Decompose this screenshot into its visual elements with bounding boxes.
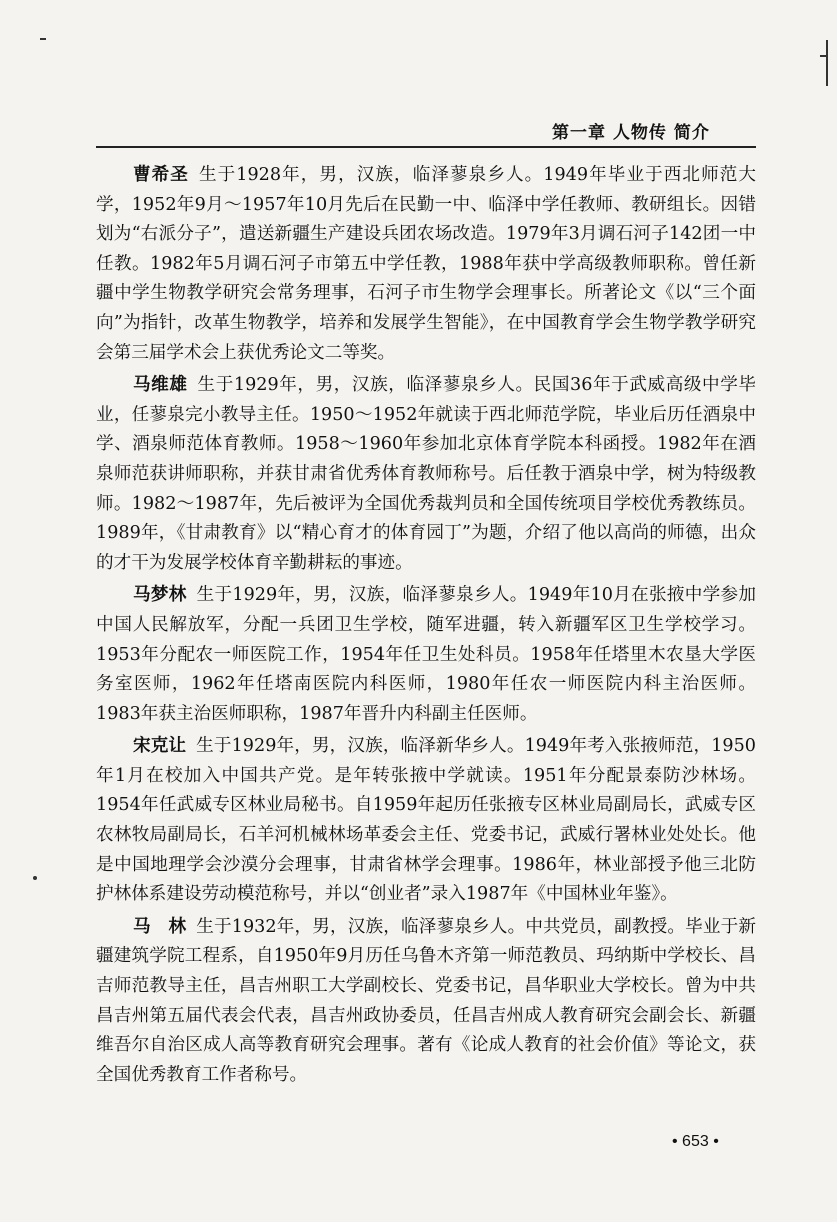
person-name: 马 林 (133, 915, 187, 937)
person-name: 马梦林 (133, 584, 187, 606)
page-number: • 653 • (672, 1133, 719, 1150)
biography-body: 生于1929年，男，汉族，临泽蓼泉乡人。1949年10月在张掖中学参加中国人民解放军，分配一兵团卫生学校，随军进疆，转入新疆军区卫生学校学习。1953年分配农一师医院工作，1954年任卫生处科员。1958年任塔里木农垦大学医务室医师，1962年任塔南医院内科医师，1980年任农一师医院内科主治医师。1983年获主治医师职称，1987年晋升内科副主任医师。 (96, 585, 756, 724)
biography-body: 生于1929年，男，汉族，临泽蓼泉乡人。民国36年于武威高级中学毕业，任蓼泉完小教导主任。1950～1952年就读于西北师范学院，毕业后历任酒泉中学、酒泉师范体育教师。1958～1960年参加北京体育学院本科函授。1982年在酒泉师范获讲师职称，并获甘肃省优秀体育教师称号。后任教于酒泉中学，树为特级教师。1982～1987年，先后被评为全国优秀裁判员和全国传统项目学校优秀教练员。1989年，《甘肃教育》以“精心育才的体育园丁”为题，介绍了他以高尚的师德，出众的才干为发展学校体育辛勤耕耘的事迹。 (96, 375, 756, 573)
header-rule (96, 146, 756, 148)
scan-mark (40, 38, 46, 40)
biography-entry (96, 731, 756, 910)
biography-body: 生于1929年，男，汉族，临泽新华乡人。1949年考入张掖师范，1950年1月在校加入中国共产党。是年转张掖中学就读。1951年分配景泰防沙林场。1954年任武威专区林业局秘书。自1959年起历任张掖专区林业局副局长，武威专区农林牧局副局长，石羊河机械林场革委会主任、党委书记，武威行署林业处处长。他是中国地理学会沙漠分会理事，甘肃省林学会理事。1986年，林业部授予他三北防护林体系建设劳动模范称号，并以“创业者”录入1987年《中国林业年鉴》。 (96, 736, 756, 905)
biography-body: 生于1928年，男，汉族，临泽蓼泉乡人。1949年毕业于西北师范大学，1952年9月～1957年10月先后在民勤一中、临泽中学任教师、教研组长。因错划为“右派分子”，遣送新疆生产建设兵团农场改造。1979年3月调石河子142团一中任教。1982年5月调石河子市第五中学任教，1988年获中学高级教师职称。曾任新疆中学生物教学研究会常务理事，石河子市生物学会理事长。所著论文《以“三个面向”为指针，改革生物教学，培养和发展学生智能》，在中国教育学会生物学教学研究会第三届学术会上获优秀论文二等奖。 (96, 165, 756, 363)
chapter-header: 第一章 人物传 简介 (552, 123, 710, 143)
biography-entry (96, 160, 756, 368)
scan-mark (826, 40, 828, 86)
biography-entry (96, 580, 756, 729)
biography-text (96, 160, 756, 1092)
biography-body: 生于1932年，男，汉族，临泽蓼泉乡人。中共党员，副教授。毕业于新疆建筑学院工程系，自1950年9月历任乌鲁木齐第一师范教员、玛纳斯中学校长、昌吉师范教导主任，昌吉州职工大学副校长、党委书记，昌华职业大学校长。曾为中共昌吉州第五届代表会代表，昌吉州政协委员，任昌吉州成人教育研究会副会长、新疆维吾尔自治区成人高等教育研究会理事。著有《论成人教育的社会价值》等论文，获全国优秀教育工作者称号。 (96, 916, 756, 1085)
person-name: 曹希圣 (133, 164, 189, 185)
person-name: 马维雄 (133, 374, 188, 396)
scan-mark (820, 55, 828, 57)
biography-entry (96, 370, 756, 578)
biography-entry (96, 912, 756, 1091)
scan-mark (33, 876, 37, 880)
person-name: 宋克让 (133, 735, 187, 757)
